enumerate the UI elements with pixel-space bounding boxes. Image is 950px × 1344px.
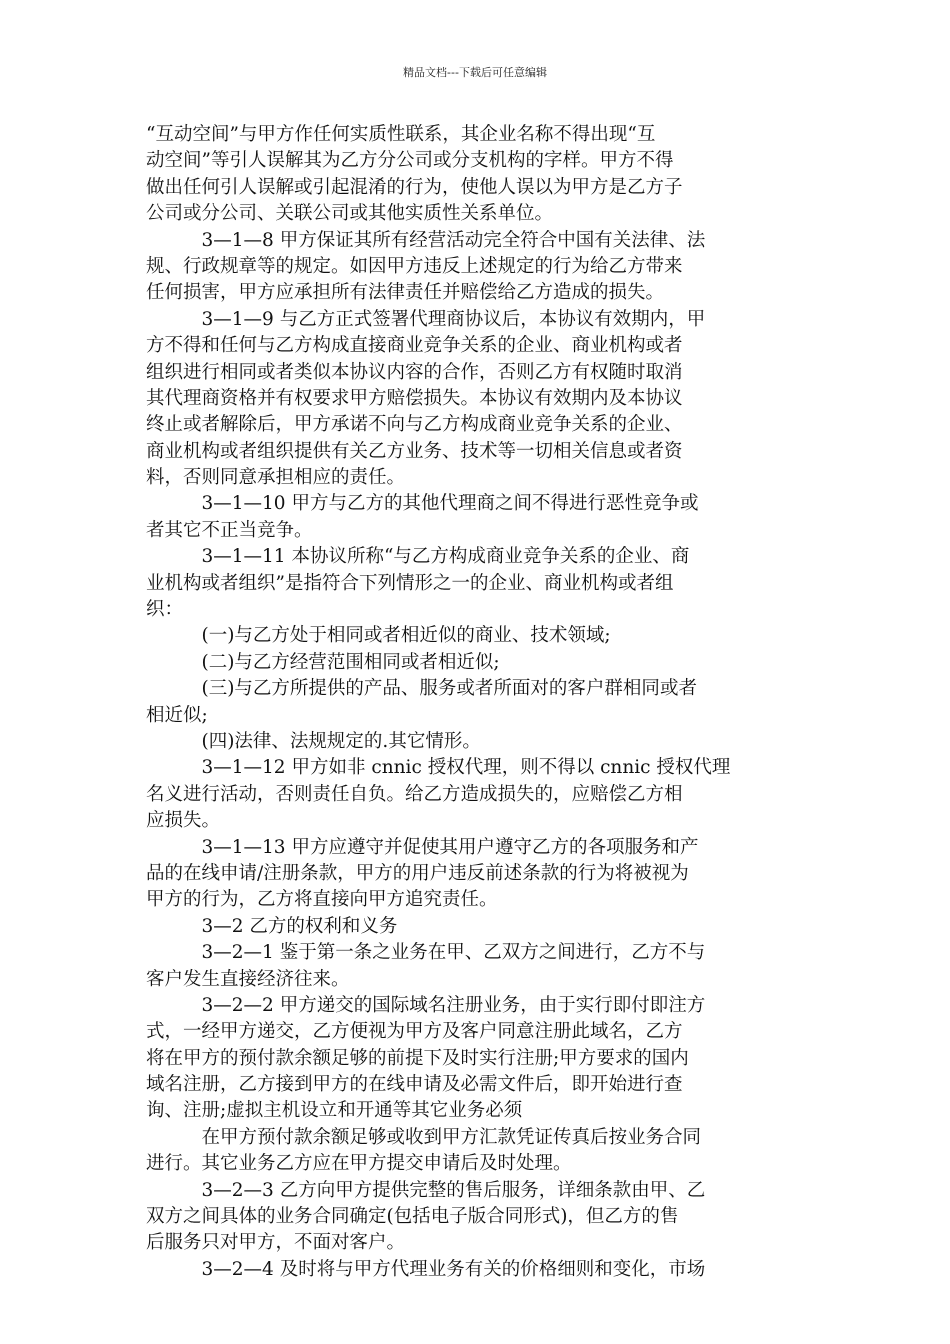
- document-line: 做出任何引人误解或引起混淆的行为，使他人误以为甲方是乙方子: [146, 176, 683, 198]
- document-line: 进行。其它业务乙方应在甲方提交申请后及时处理。: [146, 1153, 572, 1175]
- document-line: 客户发生直接经济往来。: [146, 968, 350, 990]
- document-line: 3—1—10 甲方与乙方的其他代理商之间不得进行恶性竞争或: [146, 493, 699, 515]
- document-line: 3—1—11 本协议所称“与乙方构成商业竞争关系的企业、商: [146, 546, 690, 568]
- document-line: 3—1—13 甲方应遵守并促使其用户遵守乙方的各项服务和产: [146, 836, 699, 858]
- document-line: (一)与乙方处于相同或者相近似的商业、技术领域;: [146, 625, 611, 647]
- document-line: 3—2—3 乙方向甲方提供完整的售后服务，详细条款由甲、乙: [146, 1179, 706, 1201]
- document-line: 在甲方预付款余额足够或收到甲方汇款凭证传真后按业务合同: [146, 1126, 702, 1148]
- document-line: 组织进行相同或者类似本协议内容的合作，否则乙方有权随时取消: [146, 361, 683, 383]
- document-line: 相近似;: [146, 704, 208, 726]
- document-line: (四)法律、法规规定的.其它情形。: [146, 730, 481, 752]
- document-line: 双方之间具体的业务合同确定(包括电子版合同形式)，但乙方的售: [146, 1206, 679, 1228]
- document-line: 3—2 乙方的权利和义务: [146, 915, 398, 937]
- page-header: 精品文档---下载后可任意编辑: [403, 66, 547, 79]
- document-line: (三)与乙方所提供的产品、服务或者所面对的客户群相同或者: [146, 678, 697, 700]
- document-line: 式，一经甲方递交，乙方便视为甲方及客户同意注册此域名，乙方: [146, 1021, 683, 1043]
- document-line: 动空间”等引人误解其为乙方分公司或分支机构的字样。甲方不得: [146, 150, 674, 172]
- document-line: 规、行政规章等的规定。如因甲方违反上述规定的行为给乙方带来: [146, 255, 683, 277]
- document-line: 3—2—1 鉴于第一条之业务在甲、乙双方之间进行，乙方不与: [146, 942, 706, 964]
- document-body: [146, 122, 810, 1283]
- document-line: 3—2—2 甲方递交的国际域名注册业务，由于实行即付即注方: [146, 994, 706, 1016]
- document-line: 织：: [146, 599, 184, 621]
- document-line: 应损失。: [146, 810, 221, 832]
- document-line: 品的在线申请/注册条款，甲方的用户违反前述条款的行为将被视为: [146, 862, 689, 884]
- document-line: 料，否则同意承担相应的责任。: [146, 467, 406, 489]
- document-line: 3—2—4 及时将与甲方代理业务有关的价格细则和变化，市场: [146, 1258, 706, 1280]
- document-line: 将在甲方的预付款余额足够的前提下及时实行注册;甲方要求的国内: [146, 1047, 689, 1069]
- document-line: 方不得和任何与乙方构成直接商业竞争关系的企业、商业机构或者: [146, 335, 683, 357]
- document-line: 者其它不正当竞争。: [146, 519, 313, 541]
- document-line: “互动空间”与甲方作任何实质性联系，其企业名称不得出现“互: [146, 124, 656, 145]
- document-line: 业机构或者组织”是指符合下列情形之一的企业、商业机构或者组: [146, 572, 674, 594]
- document-line: 商业机构或者组织提供有关乙方业务、技术等一切相关信息或者资: [146, 440, 683, 462]
- document-line: 终止或者解除后，甲方承诺不向与乙方构成商业竞争关系的企业、: [146, 414, 683, 436]
- document-line: 3—1—9 与乙方正式签署代理商协议后，本协议有效期内，甲: [146, 308, 706, 330]
- document-line: 3—1—12 甲方如非 cnnic 授权代理，则不得以 cnnic 授权代理: [146, 757, 731, 779]
- document-line: 甲方的行为，乙方将直接向甲方追究责任。: [146, 889, 498, 911]
- document-line: (二)与乙方经营范围相同或者相近似;: [146, 651, 500, 673]
- document-line: 其代理商资格并有权要求甲方赔偿损失。本协议有效期内及本协议: [146, 387, 683, 409]
- document-line: 名义进行活动，否则责任自负。给乙方造成损失的，应赔偿乙方相: [146, 783, 683, 805]
- document-line: 询、注册;虚拟主机设立和开通等其它业务必须: [146, 1100, 523, 1122]
- document-line: 域名注册，乙方接到甲方的在线申请及必需文件后，即开始进行查: [146, 1074, 683, 1096]
- document-line: 后服务只对甲方，不面对客户。: [146, 1232, 406, 1254]
- document-line: 任何损害，甲方应承担所有法律责任并赔偿给乙方造成的损失。: [146, 282, 665, 304]
- document-line: 3—1—8 甲方保证其所有经营活动完全符合中国有关法律、法: [146, 229, 706, 251]
- document-line: 公司或分公司、关联公司或其他实质性关系单位。: [146, 203, 554, 225]
